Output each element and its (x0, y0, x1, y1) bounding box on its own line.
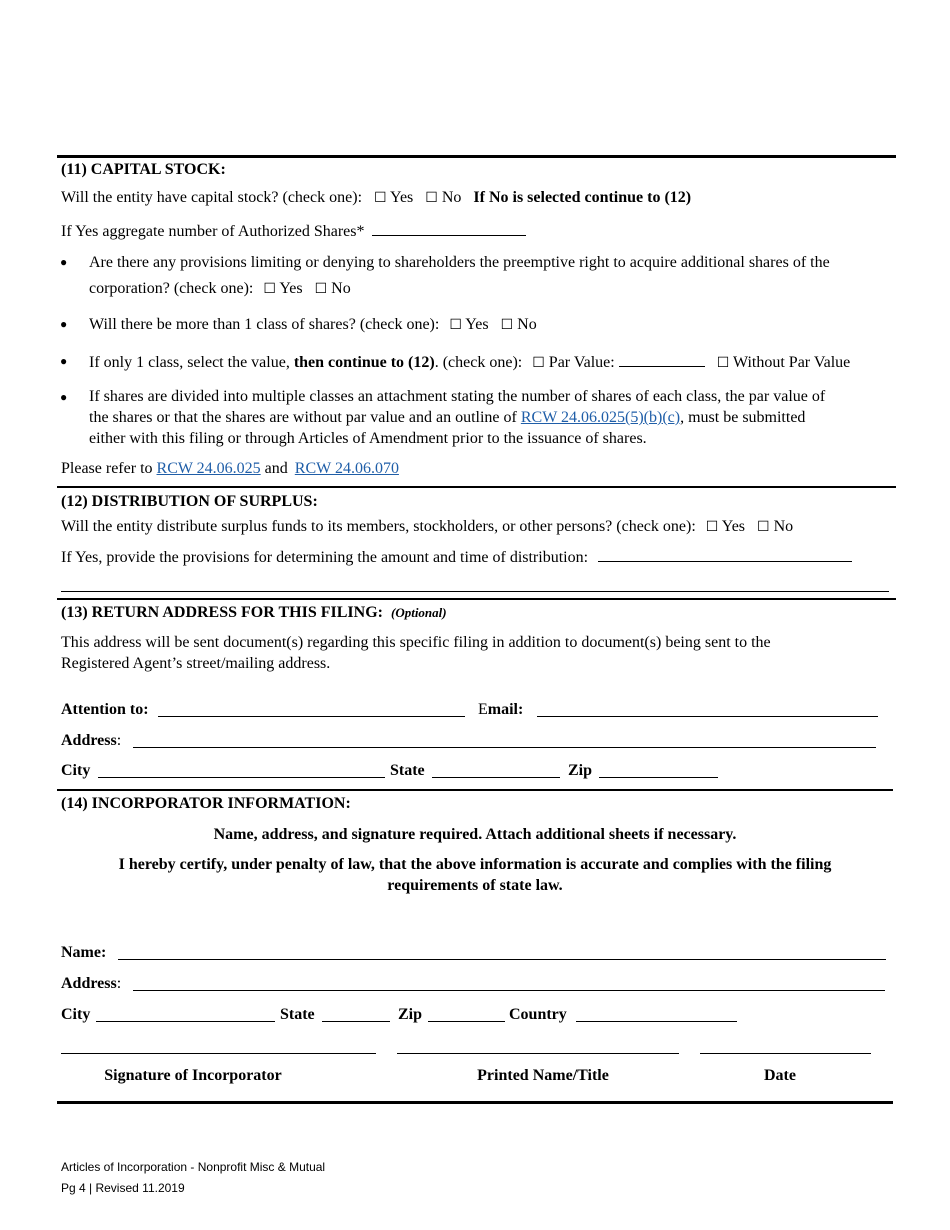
section-13-heading: (13) RETURN ADDRESS FOR THIS FILING: (61, 604, 383, 621)
capital-stock-yes-label: Yes (389, 189, 414, 206)
surplus-question-row (61, 517, 793, 537)
incorporator-city-field[interactable] (96, 1007, 275, 1022)
printed-name-line[interactable] (397, 1053, 679, 1054)
single-class-text: If only 1 class, select the value, (89, 354, 290, 371)
return-address-field[interactable] (133, 733, 876, 748)
single-class-continue: then continue to (12) (293, 354, 435, 371)
surplus-yes-checkbox[interactable]: ☐ (705, 519, 719, 535)
return-state-label: State (390, 762, 425, 779)
incorporator-address-field[interactable] (133, 976, 885, 991)
single-class-check-one: . (check one): (434, 354, 523, 371)
certify-line2: requirements of state law. (387, 877, 563, 894)
class-yes-checkbox[interactable]: ☐ (449, 317, 462, 333)
rcw-24-06-025-link[interactable]: RCW 24.06.025 (156, 460, 261, 477)
section-14-heading: (14) INCORPORATOR INFORMATION: (61, 795, 351, 812)
return-zip-field[interactable] (599, 763, 718, 778)
email-label-rest: mail: (487, 701, 524, 718)
authorized-shares-field[interactable] (372, 221, 526, 236)
refer-text: Please refer to (61, 460, 153, 477)
section-13-optional: (Optional) (390, 605, 447, 620)
bullet-icon: ● (60, 317, 68, 331)
surplus-yes-label: Yes (721, 518, 746, 535)
capital-stock-question: Will the entity have capital stock? (check one): (61, 189, 363, 206)
attention-field[interactable] (158, 702, 465, 717)
email-label-e: E (478, 701, 488, 718)
distribution-row (61, 547, 852, 568)
class-question: Will there be more than 1 class of shares? (check one): (89, 316, 440, 333)
class-question-row (89, 315, 537, 335)
surplus-question: Will the entity distribute surplus funds to its members, stockholders, or other persons? (check one): (61, 518, 696, 535)
par-value-label: Par Value: (548, 354, 615, 371)
certify-line1: I hereby certify, under penalty of law, that the above information is accurate and complies with the filing (118, 856, 832, 873)
email-field[interactable] (537, 702, 878, 717)
without-par-label: Without Par Value (733, 354, 851, 371)
class-no-checkbox[interactable]: ☐ (500, 317, 514, 333)
capital-stock-no-label: No (441, 189, 462, 206)
signature-label: Signature of Incorporator (104, 1067, 282, 1084)
rcw-24-06-025-5bc-link[interactable]: RCW 24.06.025(5)(b)(c) (520, 409, 681, 426)
single-class-row (89, 352, 850, 373)
capital-stock-question-row (61, 188, 691, 208)
par-value-field[interactable] (619, 352, 705, 367)
distribution-field[interactable] (598, 547, 852, 562)
rcw-24-06-070-link[interactable]: RCW 24.06.070 (294, 460, 399, 477)
incorporator-name-label: Name: (61, 944, 107, 961)
multiple-classes-line2 (89, 408, 805, 428)
printed-name-label: Printed Name/Title (477, 1067, 609, 1084)
preemptive-no-label: No (331, 280, 351, 297)
bullet-icon: ● (60, 390, 68, 404)
signature-line[interactable] (61, 1053, 376, 1054)
section-14-top-rule (57, 789, 893, 791)
section-12-top-rule (57, 486, 896, 488)
preemptive-yes-label: Yes (279, 280, 303, 297)
distribution-field-line2[interactable] (61, 591, 889, 592)
multiple-classes-line3: either with this filing or through Articles of Amendment prior to the issuance of shares. (89, 430, 647, 447)
return-address-desc-line1: This address will be sent document(s) regarding this specific filing in addition to document(s) being sent to the (61, 634, 771, 651)
class-yes-label: Yes (465, 316, 489, 333)
incorporator-state-field[interactable] (322, 1007, 390, 1022)
preemptive-question-line2: corporation? (check one): (89, 280, 254, 297)
multiple-classes-line1: If shares are divided into multiple classes an attachment stating the number of shares of each class, the par value of (89, 388, 826, 405)
incorporator-country-label: Country (509, 1006, 567, 1023)
class-no-label: No (517, 316, 537, 333)
date-label: Date (764, 1067, 796, 1084)
attention-label: Attention to: (61, 701, 149, 718)
refer-and: and (264, 460, 288, 477)
incorporator-address-label: Address: (61, 975, 122, 992)
surplus-no-checkbox[interactable]: ☐ (757, 519, 770, 535)
section-13-top-rule (57, 598, 896, 600)
incorporator-note: Name, address, and signature required. Attach additional sheets if necessary. (213, 826, 737, 843)
email-label (478, 700, 523, 720)
authorized-shares-row (61, 221, 526, 242)
return-address-label: Address: (61, 732, 122, 749)
authorized-shares-label: If Yes aggregate number of Authorized Shares* (61, 223, 365, 240)
incorporator-zip-label: Zip (398, 1006, 423, 1023)
preemptive-yes-checkbox[interactable]: ☐ (263, 281, 276, 297)
capital-stock-note: If No is selected continue to (12) (473, 189, 692, 206)
multiple-classes-line2-text: the shares or that the shares are without par value and an outline of (89, 409, 517, 426)
without-par-checkbox[interactable]: ☐ (716, 355, 730, 371)
section-11-heading: (11) CAPITAL STOCK: (61, 161, 226, 178)
incorporator-name-field[interactable] (118, 945, 886, 960)
multiple-classes-line2-tail: , must be submitted (680, 409, 806, 426)
return-address-desc-line2: Registered Agent’s street/mailing address. (61, 655, 331, 672)
return-state-field[interactable] (432, 763, 560, 778)
bullet-icon: ● (60, 255, 68, 269)
par-value-checkbox[interactable]: ☐ (532, 355, 545, 371)
preemptive-no-checkbox[interactable]: ☐ (314, 281, 328, 297)
incorporator-country-field[interactable] (576, 1007, 737, 1022)
preemptive-question-row (89, 279, 351, 299)
incorporator-state-label: State (280, 1006, 315, 1023)
section-14-bottom-rule (57, 1101, 893, 1104)
footer-title: Articles of Incorporation - Nonprofit Misc & Mutual (61, 1160, 326, 1174)
capital-stock-yes-checkbox[interactable]: ☐ (374, 190, 387, 206)
section-12-heading: (12) DISTRIBUTION OF SURPLUS: (61, 493, 318, 510)
distribution-question: If Yes, provide the provisions for determining the amount and time of distribution: (61, 549, 589, 566)
surplus-no-label: No (773, 518, 794, 535)
incorporator-zip-field[interactable] (428, 1007, 505, 1022)
refer-row (61, 459, 399, 479)
bullet-icon: ● (60, 354, 68, 368)
section-11-top-rule (57, 155, 896, 158)
section-13-heading-row (61, 603, 447, 623)
preemptive-question-line1: Are there any provisions limiting or denying to shareholders the preemptive right to acquire additional shares of the (89, 254, 830, 271)
return-zip-label: Zip (568, 762, 593, 779)
date-line[interactable] (700, 1053, 871, 1054)
capital-stock-no-checkbox[interactable]: ☐ (425, 190, 438, 206)
return-city-label: City (61, 762, 91, 779)
incorporator-city-label: City (61, 1006, 91, 1023)
footer-page: Pg 4 | Revised 11.2019 (61, 1181, 185, 1195)
return-city-field[interactable] (98, 763, 385, 778)
